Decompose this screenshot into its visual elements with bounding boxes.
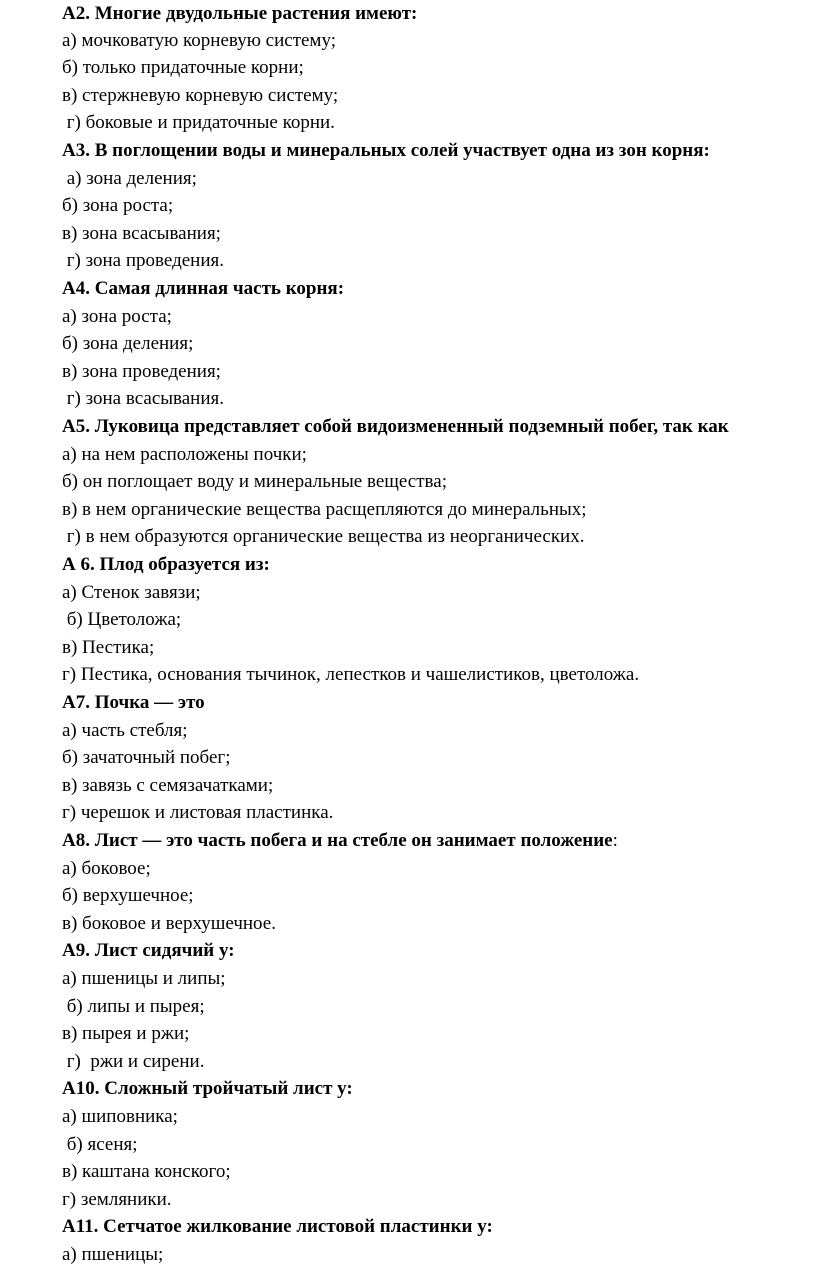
option-a10-a: а) шиповника; bbox=[62, 1106, 178, 1127]
option-a3-a: а) зона деления; bbox=[62, 168, 197, 189]
option-a9-c: в) пырея и ржи; bbox=[62, 1023, 190, 1044]
question-a3: А3. В поглощении воды и минеральных солей участвует одна из зон корня: bbox=[62, 140, 710, 161]
option-a3-c: в) зона всасывания; bbox=[62, 223, 221, 244]
option-a7-a: а) часть стебля; bbox=[62, 720, 188, 741]
option-a9-a: а) пшеницы и липы; bbox=[62, 968, 226, 989]
option-a9-d: г) ржи и сирени. bbox=[62, 1051, 205, 1072]
question-a10: А10. Сложный тройчатый лист у: bbox=[62, 1078, 353, 1099]
question-a9: А9. Лист сидячий у: bbox=[62, 940, 235, 961]
question-a8-colon: : bbox=[612, 830, 618, 851]
option-a11-a: а) пшеницы; bbox=[62, 1244, 164, 1265]
question-a4: А4. Самая длинная часть корня: bbox=[62, 278, 345, 299]
option-a4-b: б) зона деления; bbox=[62, 333, 194, 354]
question-a8 bbox=[62, 827, 618, 855]
question-a7: А7. Почка — это bbox=[62, 692, 205, 713]
option-a4-d: г) зона всасывания. bbox=[62, 388, 225, 409]
option-a10-c: в) каштана конского; bbox=[62, 1161, 231, 1182]
option-a2-a: а) мочковатую корневую систему; bbox=[62, 30, 336, 51]
option-a5-b: б) он поглощает воду и минеральные вещества; bbox=[62, 471, 447, 492]
option-a7-b: б) зачаточный побег; bbox=[62, 747, 231, 768]
option-a2-b: б) только придаточные корни; bbox=[62, 57, 304, 78]
option-a9-b: б) липы и пырея; bbox=[62, 996, 205, 1017]
option-a6-c: в) Пестика; bbox=[62, 637, 155, 658]
option-a2-c: в) стержневую корневую систему; bbox=[62, 85, 339, 106]
option-a4-c: в) зона проведения; bbox=[62, 361, 221, 382]
option-a5-d: г) в нем образуются органические вещества из неорганических. bbox=[62, 526, 585, 547]
option-a2-d: г) боковые и придаточные корни. bbox=[62, 112, 335, 133]
option-a3-b: б) зона роста; bbox=[62, 195, 174, 216]
option-a7-c: в) завязь с семязачатками; bbox=[62, 775, 274, 796]
question-a6: А 6. Плод образуется из: bbox=[62, 554, 270, 575]
question-a8-text: А8. Лист — это часть побега и на стебле он занимает положение bbox=[62, 830, 613, 851]
option-a8-a: а) боковое; bbox=[62, 858, 151, 879]
question-a11: А11. Сетчатое жилкование листовой пластинки у: bbox=[62, 1216, 493, 1237]
option-a7-d: г) черешок и листовая пластинка. bbox=[62, 802, 334, 823]
option-a6-b: б) Цветоложа; bbox=[62, 609, 182, 630]
option-a6-d: г) Пестика, основания тычинок, лепестков и чашелистиков, цветоложа. bbox=[62, 664, 640, 685]
option-a6-a: а) Стенок завязи; bbox=[62, 582, 201, 603]
option-a3-d: г) зона проведения. bbox=[62, 250, 225, 271]
option-a10-b: б) ясеня; bbox=[62, 1134, 138, 1155]
option-a5-c: в) в нем органические вещества расщепляются до минеральных; bbox=[62, 499, 587, 520]
option-a5-a: а) на нем расположены почки; bbox=[62, 444, 307, 465]
question-a2: А2. Многие двудольные растения имеют: bbox=[62, 3, 418, 24]
question-a5: А5. Луковица представляет собой видоизмененный подземный побег, так как bbox=[62, 416, 729, 437]
option-a4-a: а) зона роста; bbox=[62, 306, 172, 327]
option-a8-c: в) боковое и верхушечное. bbox=[62, 913, 276, 934]
option-a10-d: г) земляники. bbox=[62, 1189, 172, 1210]
option-a8-b: б) верхушечное; bbox=[62, 885, 194, 906]
